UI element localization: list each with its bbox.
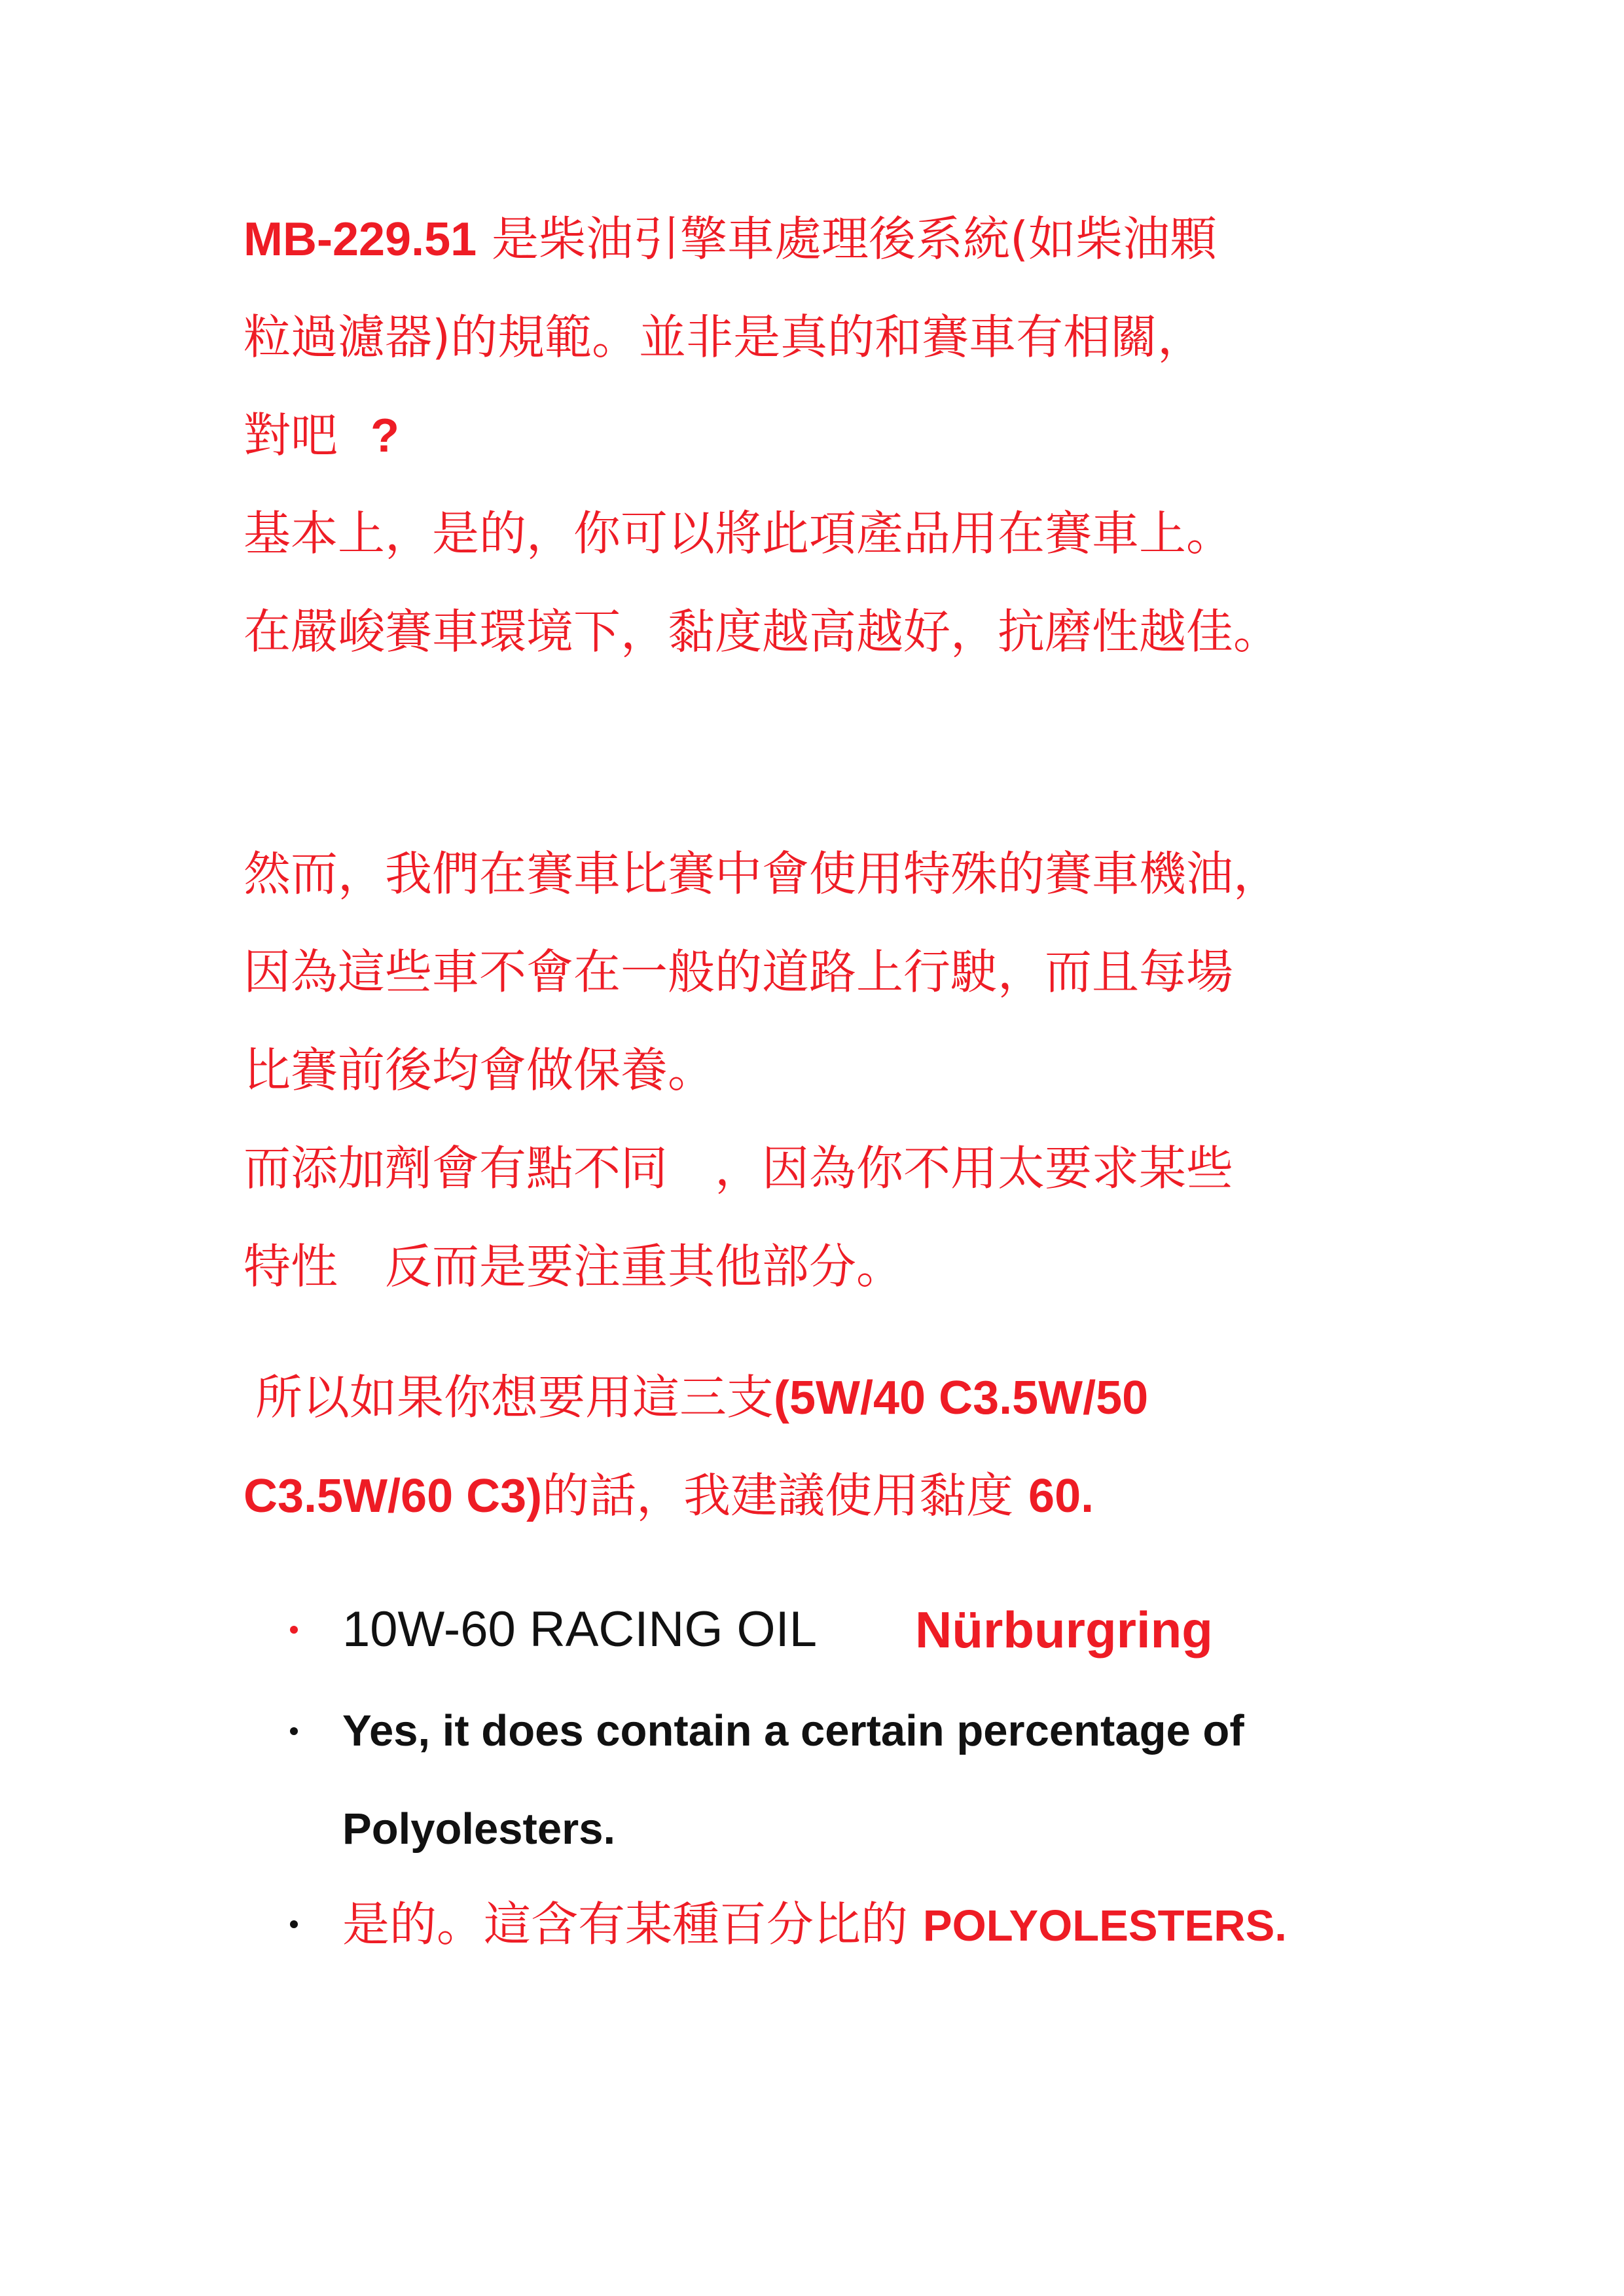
product-list: (5W/40 C3.5W/50 — [774, 1372, 1149, 1424]
bullet-dot-icon — [290, 1626, 298, 1634]
p3-line-3: 比賽前後均會做保養。 — [244, 1043, 715, 1098]
polyolester-answer-en-line-1: Yes, it does contain a certain percentage of — [342, 1706, 1244, 1755]
p4-line-2-text: 的話，我建議使用黏度 — [542, 1468, 1029, 1523]
p2-line-2: 在嚴峻賽車環境下，黏度越高越好，抗磨性越佳。 — [244, 604, 1281, 659]
spec-code: MB-229.51 — [244, 213, 477, 266]
list-item-continuation — [0, 1797, 1624, 1862]
nurburgring-label: Nürburgring — [915, 1601, 1213, 1659]
p1-line-2: 粒過濾器)的規範。並非是真的和賽車有相關， — [244, 310, 1205, 365]
product-name: 10W-60 RACING OIL — [342, 1602, 818, 1657]
list-item — [0, 1597, 1624, 1662]
list-item — [0, 1698, 1624, 1764]
polyolester-answer-zh — [342, 1892, 1287, 1959]
bullet-dot-icon — [290, 1920, 298, 1928]
p3-line-4: 而添加劑會有點不同 ，因為你不用太要求某些 — [244, 1141, 1234, 1196]
bullet-dot-icon — [290, 1727, 298, 1735]
p1-line-3 — [244, 403, 399, 469]
polyolester-answer-zh-text: 是的。這含有某種百分比的 — [342, 1897, 923, 1952]
p4-line-1-text: 所以如果你想要用這三支 — [255, 1370, 774, 1425]
viscosity-value: 60. — [1028, 1470, 1094, 1522]
polyolesters-term: POLYOLESTERS. — [922, 1901, 1287, 1950]
polyolester-answer-en-line-2: Polyolesters. — [342, 1804, 616, 1854]
product-list-cont: C3.5W/60 C3) — [244, 1470, 543, 1522]
list-item — [0, 1892, 1624, 1957]
p2-line-1: 基本上，是的，你可以將此項產品用在賽車上。 — [244, 506, 1234, 561]
p3-line-5: 特性 反而是要注重其他部分。 — [244, 1239, 904, 1294]
question-mark: ? — [370, 410, 399, 462]
p1-line-1-text: 是柴油引擎車處理後系統(如柴油顆 — [477, 211, 1218, 266]
p1-line-1 — [244, 206, 1217, 272]
p3-line-2: 因為這些車不會在一般的道路上行駛，而且每場 — [244, 944, 1234, 999]
p4-line-1 — [255, 1365, 1148, 1431]
p1-line-3-text: 對吧 — [244, 408, 338, 463]
p4-line-2 — [244, 1463, 1094, 1529]
p3-line-1: 然而，我們在賽車比賽中會使用特殊的賽車機油， — [244, 846, 1281, 901]
